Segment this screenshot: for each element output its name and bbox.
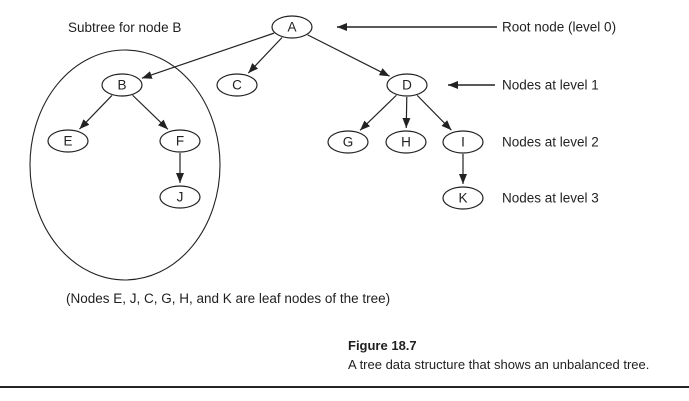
node-label: C: [232, 77, 242, 93]
tree-edge-D-I: [417, 95, 451, 130]
tree-edge-D-H: [406, 97, 407, 128]
tree-node-J: [160, 186, 200, 208]
tree-node-C: [217, 74, 257, 96]
node-label: F: [175, 133, 185, 149]
tree-edge-B-E: [79, 95, 111, 129]
tree-node-I: [443, 131, 483, 153]
node-label: K: [458, 190, 468, 206]
tree-node-G: [328, 131, 368, 153]
tree-node-E: [48, 130, 88, 152]
node-label: B: [117, 77, 127, 93]
bottom-rule: [0, 386, 689, 388]
tree-node-B: [102, 74, 142, 96]
tree-node-D: [387, 74, 427, 96]
node-label: I: [461, 134, 465, 150]
tree-node-F: [160, 130, 200, 152]
tree-edge-B-F: [133, 95, 168, 129]
tree-edge-D-G: [360, 95, 396, 130]
tree-edge-A-B: [142, 33, 274, 78]
annotation-label-3: Nodes at level 3: [502, 190, 599, 206]
node-label: D: [402, 77, 412, 93]
leaf-note: (Nodes E, J, C, G, H, and K are leaf nodes of the tree): [66, 291, 391, 306]
node-label: J: [176, 189, 184, 205]
tree-node-K: [443, 187, 483, 209]
figure-caption-title: Figure 18.7: [348, 338, 417, 353]
annotation-label-0: Root node (level 0): [502, 19, 617, 35]
tree-node-A: [272, 16, 312, 38]
tree-node-H: [386, 131, 426, 153]
figure-caption-text: A tree data structure that shows an unbalanced tree.: [348, 357, 650, 372]
node-label: E: [63, 133, 73, 149]
node-label: G: [342, 134, 354, 150]
annotation-label-1: Nodes at level 1: [502, 77, 599, 93]
subtree-label: Subtree for node B: [68, 20, 182, 35]
tree-edge-A-C: [248, 37, 282, 73]
annotation-label-2: Nodes at level 2: [502, 134, 599, 150]
node-label: A: [287, 19, 297, 35]
tree-edge-A-D: [308, 35, 390, 76]
figure-caption: [348, 338, 649, 373]
node-label: H: [401, 134, 411, 150]
